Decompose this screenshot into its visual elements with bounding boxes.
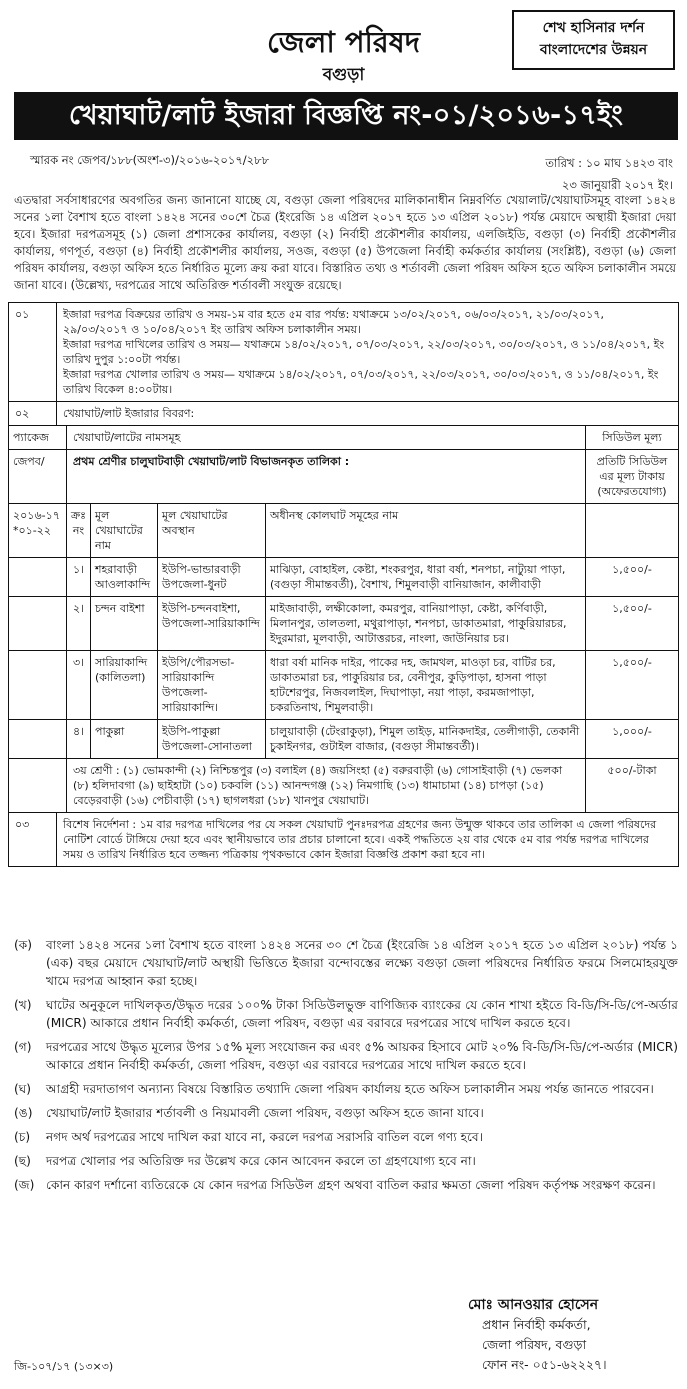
item-text: কোন কারণ দর্শানো ব্যতিরেকে যে কোন দরপত্র সিডিউল গ্রহণ অথবা বাতিল করার ক্ষমতা জেলা পরিষদ কর্তৃপক্ষ সংরক্ষণ করেন। [46,1178,656,1192]
list-item [14,1104,678,1122]
list-item [14,1038,678,1074]
signatory-designation: প্রধান নির্বাহী কর্মকর্তা, [482,1317,591,1332]
sub-header-row [9,504,678,558]
opening-dates: ইজারা দরপত্র খোলার তারিখ ও সময়— যথাক্রমে ১৪/০২/২০১৭, ০৭/০৩/২০১৭, ২২/০৩/২০১৭, ৩০/০৩/২০১৭, ও ১১/০৪/২০১৭, ইং তারিখ বিকেল ৪:০০টায়। [63,368,659,396]
section-number: ০২ [9,402,57,425]
sub-ghats: চালুয়াবাড়ী (টেংরাকুড়া), শিমুল তাইড়, মানিকদাইর, তেলীগাড়ী, তেকানী চুকাইনগর, গুটাইল বাজার, (বগুড়া সীমান্তবর্তী)। [266,720,586,758]
section-number: ০৩ [9,813,57,866]
package-code-line: জেপব/ [13,455,45,468]
memo-date-english: ২৩ জানুয়ারী ২০১৭ ইং। [561,178,673,192]
serial-number: ৪। [67,720,91,758]
item-label: (গ) [14,1040,32,1054]
third-class-list: ৩য় শ্রেণী : (১) ভোমকান্দী (২) নিশ্চিন্তপুর (৩) বলাইল (৪) জয়সিংহা (৫) বরুরবাড়ী (৬) গোসাইবাড়ী (৭) ভেলকা (৮) হলিদাবগা (৯) ছাইহাটা (১০) চকবলি (১১) আনন্দগঞ্জ (১২) নিমগাছি (১৩) ধামাচামা (১৪) চাপড়া (১৫) বেড়েরবাড়ী (১৬) পেচীবাড়ী (১৭) ছাগলধরা (১৮) খানপুর খেয়াঘাট। [67,759,586,812]
serial-number: ২। [67,597,91,650]
slogan-line-2: বাংলাদেশের উন্নয়ন [539,42,648,58]
signatory-name: মোঃ আনওয়ার হোসেন [468,1297,599,1313]
price-header: সিডিউল মূল্য [602,431,662,444]
item-label: (খ) [14,998,32,1012]
list-item [14,1080,678,1098]
item-label: (ঙ) [14,1106,33,1120]
slogan-box [512,10,675,70]
serial-header: ক্রঃ নং [67,504,91,557]
list-item [14,936,678,990]
item-label: (জ) [14,1178,35,1192]
item-text: খেয়াঘাট/লাট ইজারার শর্তাবলী ও নিয়মাবলী জেলা পরিষদ, বগুড়া অফিস হতে জানা যাবে। [46,1106,484,1120]
item-text: নগদ অর্থ দরপত্রের সাথে দাখিল করা যাবে না, করলে দরপত্র সরাসরি বাতিল বলে গণ্য হবে। [46,1130,484,1144]
package-code-line: ২০১৬-১৭ [13,509,60,522]
item-label: (ঘ) [14,1082,32,1096]
item-text: দরপত্র খোলার পর অতিরিক্ত দর উল্লেখ করে কোন আবেদন করলে তা গ্রহণযোগ্য হবে না। [46,1154,476,1168]
location-header: মূল খেয়াঘাটের অবস্থান [158,504,266,557]
ghat-name-header: মূল খেয়াঘাটের নাম [91,504,158,557]
list-item [14,996,678,1032]
table-row [9,558,678,597]
package-code [9,450,67,503]
sub-ghats: ধারা বর্ষা মানিক দাইর, পাকের দহ, জামথল, মাওড়া চর, বাটির চর, ডাকাতমারা চর, পাকুরিয়ার চর, বেনীপুর, কুড়িপাড়া, হাসনা পাড়া হাটশেরপুর, নিজবলাইল, দিঘাপাড়া, নয়া পাড়া, করমজাপাড়া, চকরতিনাথ, শিমুলবাড়ী। [266,651,586,719]
third-class-price: ৫০০/-টাকা [607,764,657,777]
item-text: বাংলা ১৪২৪ সনের ১লা বৈশাখ হতে বাংলা ১৪২৪ সনের ৩০ শে চৈত্র (ইংরেজি ১৪ এপ্রিল ২০১৭ হতে ১৩ এপ্রিল ২০১৮) পর্যন্ত ১ (এক) বছর মেয়াদে খেয়াঘাট/লাট অস্থায়ী ভিত্তিতে ইজারা বন্দোবস্তের লক্ষ্যে বগুড়া জেলা পরিষদের নির্ধারিত ফরমে সিলমোহরযুক্ত খামে দরপত্র আহ্বান করা হচ্ছে। [46,938,678,988]
ghat-name: সারিয়াকান্দি (কালিতলা) [91,651,158,719]
memo-reference: স্মারক নং জেপব/১৮৮(অংশ-৩)/২০১৬-২০১৭/২৮৮ [30,153,270,167]
conditions-list [14,936,678,1200]
intro-paragraph: এতদ্বারা সর্বসাধারণের অবগতির জন্য জানানো যাচ্ছে যে, বগুড়া জেলা পরিষদের মালিকানাধীন নিম্নবর্ণিত খেয়ালাট/খেয়াঘাটসমূহ বাংলা ১৪২৪ সনের ১লা বৈশাখ হতে বাংলা ১৪২৪ সনের ৩০শে চৈত্র (ইংরেজি ১৪ এপ্রিল ২০১৭ হতে ১৩ এপ্রিল ২০১৮) পর্যন্ত মেয়াদে অস্থায়ী ইজারা দেয়া হবে। ইজারা দরপত্রসমূহ (১) জেলা প্রশাসকের কার্যালয়, বগুড়া (২) নির্বাহী প্রকৌশলীর কার্যালয়, এলজিইডি, বগুড়া (৩) নির্বাহী প্রকৌশলীর কার্যালয়, গণপূর্ত, বগুড়া (৪) নির্বাহী প্রকৌশলীর কার্যালয়, সওজ, বগুড়া (৫) উপজেলা নির্বাহী কর্মকর্তার কার্যালয় (সংশ্লিষ্ট), বগুড়া (৬) জেলা পরিষদ কার্যালয়, বগুড়া অফিস হতে নির্ধারিত মূল্যে ক্রয় করা যাবে। বিস্তারিত তথ্য ও শর্তাবলী জেলা পরিষদ অফিস হতে অফিস চলাকালীন সময়ে জানা যাবে। (উল্লেখ্য, দরপত্রের সাথে অতিরিক্ত শর্তাবলী সংযুক্ত রয়েছে। [14,193,676,292]
list-item [14,1152,678,1170]
ghat-location: ইউপি-পাকুল্লা উপজেলা-সোনাতলা [158,720,266,758]
notice-banner: খেয়াঘাট/লাট ইজারা বিজ্ঞপ্তি নং-০১/২০১৬-১৭ইং [14,92,678,140]
ghat-name: পাকুল্লা [91,720,158,758]
package-code [9,504,67,557]
serial-number: ৩। [67,651,91,719]
list-item [14,1128,678,1146]
schedule-price: ১,৫০০/- [612,656,652,669]
item-text: দরপত্রের সাথে উদ্ধৃত মূল্যের উপর ১৫% মূল্য সংযোজন কর এবং ৫% আয়কর হিসাবে মোট ২০% বি-ডি/সি-ডি/পে-অর্ডার (MICR) আকারে প্রধান নির্বাহী কর্মকর্তা, জেলা পরিষদ, বগুড়া এর বরাবরে দরপত্রের সাথে দাখিল করতে হবে। [46,1040,678,1072]
sub-ghats: মাইজাবাড়ী, লক্ষীকোলা, কমরপুর, বানিয়াপাড়া, কেষ্টা, কর্ণিবাড়ী, মিলানপুর, তালতলা, মথুরাপাড়া, শনপচা, ডাকাতমারা, পাকুরিয়ারচর, ইদুরমারা, মূলবাড়ী, আটাত্তরচর, নাংলা, জাউনিয়ার চর। [266,597,586,650]
section-03 [9,813,678,866]
schedule-price: ১,৫০০/- [612,602,652,615]
slogan-line-1: শেখ হাসিনার দর্শন [542,20,645,36]
first-class-title: প্রথম শ্রেণীর চালুঘাটবাড়ী খেয়াঘাট/লাট বিভাজনকৃত তালিকা : [67,450,586,503]
submit-dates: ইজারা দরপত্র দাখিলের তারিখ ও সময়— যথাক্রমে ১৪/০২/২০১৭, ০৭/০৩/২০১৭, ২২/০৩/২০১৭, ৩০/০৩/২০১৭, ও ১১/০৪/২০১৭, ইং তারিখ দুপুর ১:০০টা পর্যন্ত। [63,338,665,366]
third-class-row [9,759,678,813]
section-02-title: খেয়াঘাট/লাট ইজারার বিবরণ: [63,407,195,420]
sub-ghats: মাঝিড়া, বোহাইল, কেষ্টা, শংকরপুর, ধারা বর্ষা, শনপচা, নাট্যুয়া পাড়া, (বগুড়া সীমান্তবর্তী), বৈশাখ, শিমুলবাড়ী বানিয়াজান, কালীবাড়ী [266,558,586,596]
item-text: আগ্রহী দরদাতাগণ অন্যান্য বিষয়ে বিস্তারিত তথ্যাদি জেলা পরিষদ কার্যালয় হতে অফিস চলাকালীন সময় পর্যন্ত জানতে পারবেন। [46,1082,654,1096]
item-label: (ক) [14,938,33,952]
list-item [14,1176,678,1194]
signatory-phone: ফোন নং- ০৫১-৬২২২৭। [482,1357,607,1372]
names-header: খেয়াঘাট/লাটের নামসমূহ [67,426,586,449]
signatory-office: জেলা পরিষদ, বগুড়া [482,1337,587,1352]
section-number: ০১ [9,303,57,401]
first-class-row [9,450,678,504]
schedule-price: ১,৫০০/- [612,563,652,576]
ghat-location: ইউপি/পৌরসভা-সারিয়াকান্দি উপজেলা-সারিয়াকান্দি। [158,651,266,719]
ghat-location: ইউপি-চন্দনবাইশা, উপজেলা-সারিয়াকান্দি [158,597,266,650]
section-02 [9,402,678,426]
special-instruction: বিশেষ নির্দেশনা : ১ম বার দরপত্র দাখিলের পর যে সকল খেয়াঘাট পুনঃদরপত্র গ্রহণের জন্য উন্মুক্ত থাকবে তার তালিকা এ জেলা পরিষদের নোটিশ বোর্ডে টাঙ্গিয়ে দেয়া হবে এবং স্থানীয়ভাবে তার প্রচার চালানো হবে। একই পদ্ধতিতে ২য় বার থেকে ৫ম বার পর্যন্ত দরপত্র দাখিলের সময় ও তারিখ নির্ধারিত হবে তজ্জন্য পত্রিকায় পৃথকভাবে কোন ইজারা বিজ্ঞপ্তি প্রকাশ করা হবে না। [63,818,657,861]
table-header [9,426,678,450]
sub-ghat-header: অধীনস্থ কোলঘাট সমূহের নাম [266,504,586,557]
memo-date-bangla: তারিখ : ১০ মাঘ ১৪২৩ বাং [545,156,673,170]
organization-title: জেলা পরিষদ [267,25,420,59]
ghat-name: শহরাবাড়ী আওলাকান্দি [91,558,158,596]
price-note: প্রতিটি সিডিউল এর মূল্য টাকায় (অফেরতযোগ্য) [596,455,668,498]
table-row [9,597,678,651]
package-header: প্যাকেজ [9,426,67,449]
sale-dates: ইজারা দরপত্র বিক্রয়ের তারিখ ও সময়-১ম বার হতে ৫ম বার পর্যন্ত: যথাক্রমে ১৩/০২/২০১৭, ০৬/০৩/২০১৭, ২১/০৩/২০১৭, ২৯/০৩/২০১৭ ও ১০/০৪/২০১৭ ইং তারিখ অফিস চলাকালীন সময়। [63,308,604,336]
serial-number: ১। [67,558,91,596]
memo-date [545,152,673,196]
table-row [9,651,678,720]
table-row [9,720,678,759]
ghat-name: চন্দন বাইশা [91,597,158,650]
footer-code: জি-১০৭/১৭ (১৩×৩) [14,1360,114,1373]
district-name: বগুড়া [322,65,365,85]
item-label: (চ) [14,1130,31,1144]
schedule-table [8,302,679,867]
item-label: (ছ) [14,1154,31,1168]
section-01 [9,303,678,402]
signature-block [468,1295,607,1375]
schedule-price: ১,০০০/- [612,725,652,738]
package-code-line: *০১-২২ [13,524,52,537]
item-text: ঘাটের অনুকূলে দাখিলকৃত/উদ্ধৃত দরের ১০০% টাকা সিডিউলভুক্ত বাণিজ্যিক ব্যাংকের যে কোন শাখা হইতে বি-ডি/সি-ডি/পে-অর্ডার (MICR) আকারে প্রধান নির্বাহী কর্মকর্তা, জেলা পরিষদ, বগুড়া এর বরাবরে দরপত্রের সাথে দাখিল করতে হবে। [46,998,678,1030]
ghat-location: ইউপি-ভান্ডারবাড়ী উপজেলা-ধুনট [158,558,266,596]
